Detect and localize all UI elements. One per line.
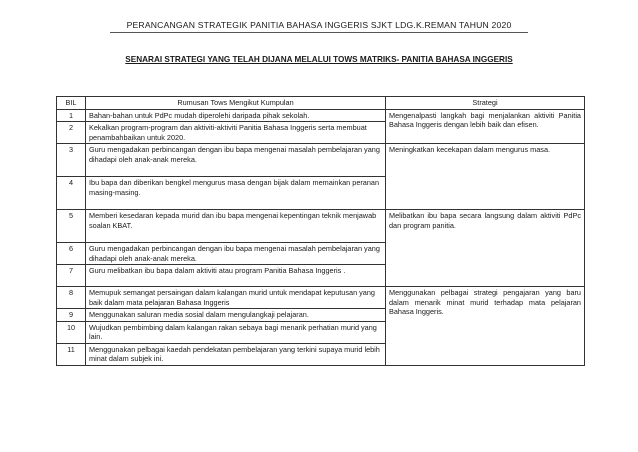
table-row: [57, 210, 585, 243]
row-number: 1: [57, 110, 86, 122]
strategy-cell: Meningkatkan kecekapan dalam mengurus masa.: [386, 144, 585, 210]
strategy-cell: Mengenalpasti langkah bagi menjalankan aktiviti Panitia Bahasa Inggeris dengan lebih baik dan efisen.: [386, 110, 585, 144]
tows-formulation: Guru mengadakan perbincangan dengan ibu bapa mengenai masalah pembelajaran yang dihadapi oleh anak-anak mereka.: [86, 243, 386, 265]
tows-formulation: Wujudkan pembimbing dalam kalangan rakan sebaya bagi menarik perhatian murid yang lain.: [86, 321, 386, 343]
tows-formulation: Guru melibatkan ibu bapa dalam aktiviti atau program Panitia Bahasa Inggeris .: [86, 265, 386, 287]
row-number: 9: [57, 309, 86, 321]
row-number: 5: [57, 210, 86, 243]
table-header-row: [57, 97, 585, 110]
row-number: 6: [57, 243, 86, 265]
tows-formulation: Memberi kesedaran kepada murid dan ibu bapa mengenai kepentingan teknik menjawab soalan KBAT.: [86, 210, 386, 243]
column-header-strategi: Strategi: [386, 97, 585, 110]
column-header-rumusan: Rumusan Tows Mengikut Kumpulan: [86, 97, 386, 110]
tows-formulation: Memupuk semangat persaingan dalam kalangan murid untuk mendapat keputusan yang baik dalam mata pelajaran Bahasa Inggeris: [86, 287, 386, 309]
row-number: 2: [57, 122, 86, 144]
row-number: 11: [57, 343, 86, 365]
column-header-bil: BIL: [57, 97, 86, 110]
table-row: [57, 287, 585, 309]
tows-formulation: Bahan-bahan untuk PdPc mudah diperolehi daripada pihak sekolah.: [86, 110, 386, 122]
row-number: 10: [57, 321, 86, 343]
table-row: [57, 144, 585, 177]
row-number: 7: [57, 265, 86, 287]
tows-formulation: Guru mengadakan perbincangan dengan ibu bapa mengenai masalah pembelajaran yang dihadapi oleh anak-anak mereka.: [86, 144, 386, 177]
strategy-table: [56, 96, 585, 366]
row-number: 4: [57, 177, 86, 210]
strategy-cell: Melibatkan ibu bapa secara langsung dalam aktiviti PdPc dan program panitia.: [386, 210, 585, 287]
tows-formulation: Menggunakan pelbagai kaedah pendekatan pembelajaran yang terkini supaya murid lebih minat dalam subjek ini.: [86, 343, 386, 365]
tows-formulation: Ibu bapa dan diberikan bengkel mengurus masa dengan bijak dalam memainkan peranan masing-masing.: [86, 177, 386, 210]
page-header: PERANCANGAN STRATEGIK PANITIA BAHASA INGGERIS SJKT LDG.K.REMAN TAHUN 2020: [0, 20, 638, 30]
tows-formulation: Menggunakan saluran media sosial dalam mengulangkaji pelajaran.: [86, 309, 386, 321]
tows-formulation: Kekalkan program-program dan aktiviti-aktiviti Panitia Bahasa Inggeris serta membuat penambahbaikan untuk 2020.: [86, 122, 386, 144]
strategy-cell: Menggunakan pelbagai strategi pengajaran yang baru dalam menarik minat murid terhadap mata pelajaran Bahasa Inggeris.: [386, 287, 585, 365]
table-row: [57, 110, 585, 122]
row-number: 8: [57, 287, 86, 309]
document-title: SENARAI STRATEGI YANG TELAH DIJANA MELALUI TOWS MATRIKS- PANITIA BAHASA INGGERIS: [125, 55, 513, 64]
row-number: 3: [57, 144, 86, 177]
